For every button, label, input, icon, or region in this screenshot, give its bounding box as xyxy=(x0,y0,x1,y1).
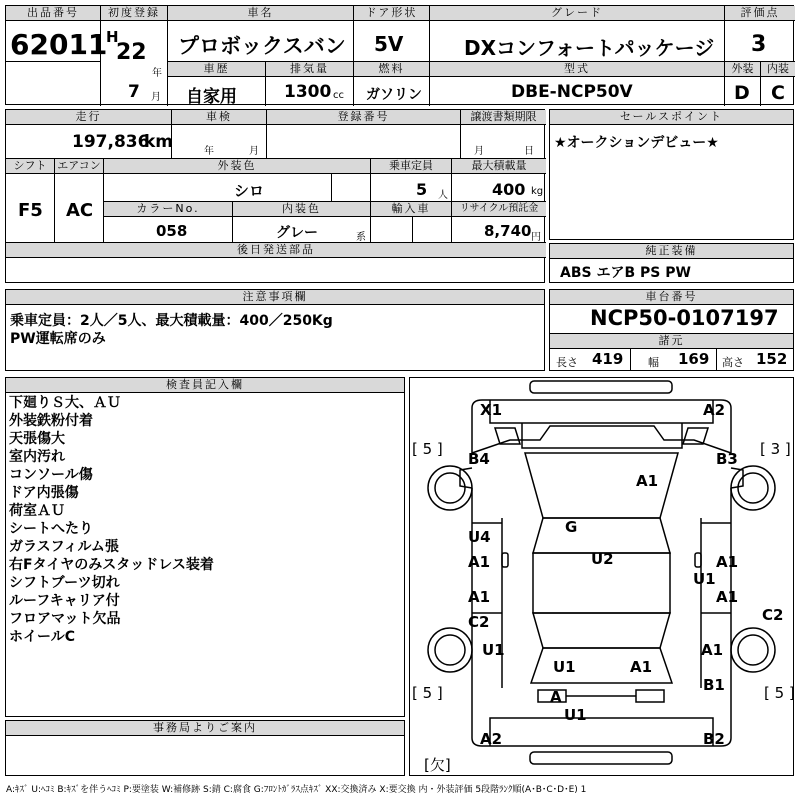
inspector-note: 下廻りＳ大、ＡＵ xyxy=(9,395,121,411)
mark-b2: B2 xyxy=(703,730,725,748)
mark-a1-right3: A1 xyxy=(701,641,724,659)
inspector-note: フロアマット欠品 xyxy=(9,611,121,627)
grade-label: グレード xyxy=(430,6,724,21)
sales-label: セールスポイント xyxy=(550,110,793,125)
model-label: 型式 xyxy=(430,62,724,77)
regno-label: 登録番号 xyxy=(267,110,460,125)
chassis-number: NCP50-0107197 xyxy=(590,306,779,330)
shift-label: シフト xyxy=(6,159,54,174)
notice-label: 注意事項欄 xyxy=(6,290,544,305)
mark-u4: U4 xyxy=(468,528,491,546)
mark-a1-left1: A1 xyxy=(468,553,491,571)
length: 419 xyxy=(592,350,624,368)
notice-line1: 乗車定員：2人／5人、最大積載量：400／250Kg xyxy=(10,313,333,329)
inspector-note: 天張傷大 xyxy=(9,431,65,447)
inspector-box xyxy=(5,377,405,717)
inspector-note: 荷室ＡＵ xyxy=(9,503,65,519)
mileage: 197,836 xyxy=(72,132,150,152)
colorno-label: カラーNo. xyxy=(104,202,232,217)
mark-b3: B3 xyxy=(716,450,738,468)
damage-legend: A:ｷｽﾞ U:ﾍｺﾐ B:ｷｽﾞを伴うﾍｺﾐ P:要塗装 W:補修跡 S:錆 C:腐食 G:ﾌﾛﾝﾄｶﾞﾗｽ点ｷｽﾞ XX:交換済み X:要交換 内・外装評価 5段階ﾗﾝｸ順(A･B･C･D･E) 1 xyxy=(6,785,587,795)
displacement-unit: cc xyxy=(333,90,344,101)
lot-label: 出品番号 xyxy=(6,6,100,21)
color-label: 外装色 xyxy=(104,159,370,174)
mark-b1: B1 xyxy=(703,676,725,694)
dl-month-unit: 月 xyxy=(474,146,484,157)
mark-a2-bottom: A2 xyxy=(480,730,503,748)
mark-u1-rear: U1 xyxy=(564,706,587,724)
inspection-label: 車検 xyxy=(172,110,266,125)
inspector-notes xyxy=(9,394,214,646)
later-parts-label: 後日発送部品 xyxy=(6,243,546,258)
car-outline xyxy=(410,378,793,775)
length-label: 長さ xyxy=(556,356,578,369)
chassis-box xyxy=(549,289,794,371)
recycle-label: リサイクル預託金 xyxy=(452,202,546,217)
recycle-unit: 円 xyxy=(531,232,541,243)
mark-x1: X1 xyxy=(480,401,503,419)
insp-year-unit: 年 xyxy=(204,146,214,157)
width-label: 幅 xyxy=(648,356,659,369)
mark-a1-right1: A1 xyxy=(716,553,739,571)
dl-day-unit: 日 xyxy=(524,146,534,157)
mark-c2-right: C2 xyxy=(762,606,784,624)
inspector-label: 検査員記入欄 xyxy=(6,378,404,393)
office-label: 事務局よりご案内 xyxy=(6,721,404,736)
mark-u1-mid: U1 xyxy=(553,658,576,676)
insp-month-unit: 月 xyxy=(249,146,259,157)
mark-u1-left: U1 xyxy=(482,641,505,659)
ext-score: D xyxy=(734,82,750,104)
inspector-note: ルーフキャリア付 xyxy=(9,593,120,609)
recycle: 8,740 xyxy=(484,222,532,240)
color: シロ xyxy=(234,182,265,200)
intcolor-label: 内装色 xyxy=(233,202,370,217)
inspector-note: シフトブーツ切れ xyxy=(9,575,120,591)
score: 3 xyxy=(751,32,767,57)
capacity: 5 xyxy=(416,180,428,199)
ac: AC xyxy=(66,200,94,221)
load-unit: kg xyxy=(531,186,544,197)
shift: F5 xyxy=(18,200,43,221)
era: H xyxy=(106,28,119,46)
mileage-label: 走行 xyxy=(6,110,171,125)
sales-point-box xyxy=(549,109,794,240)
displacement: 1300 xyxy=(284,82,332,102)
height: 152 xyxy=(756,350,788,368)
tire-rear-right: [ 5 ] xyxy=(764,684,795,702)
score-label: 評価点 xyxy=(725,6,795,21)
mark-u2: U2 xyxy=(591,550,614,568)
damage-diagram xyxy=(409,377,794,776)
inspector-note: ガラスフィルム張 xyxy=(9,539,119,555)
spare-tire: [欠] xyxy=(424,756,451,774)
deadline-label: 譲渡書類期限 xyxy=(461,110,546,125)
mark-a1-hood: A1 xyxy=(636,472,659,490)
mark-a-rear: A xyxy=(550,688,562,706)
header-grid xyxy=(5,5,794,105)
inspector-note: ドア内張傷 xyxy=(9,485,79,501)
inspector-note: コンソール傷 xyxy=(9,467,93,483)
capacity-label: 乗車定員 xyxy=(371,159,451,174)
equipment-label: 純正装備 xyxy=(550,244,793,259)
intcolor: グレー xyxy=(276,225,318,241)
mark-a1-right2: A1 xyxy=(716,588,739,606)
import-label: 輸入車 xyxy=(371,202,451,217)
inspector-note: 室内汚れ xyxy=(9,449,65,465)
firstreg-label: 初度登録 xyxy=(101,6,167,21)
dims-label: 諸元 xyxy=(550,333,793,349)
height-label: 高さ xyxy=(722,356,744,369)
sales-text: ★オークションデビュー★ xyxy=(554,135,719,151)
fuel-label: 燃料 xyxy=(354,62,429,77)
int-label: 内装 xyxy=(761,62,795,77)
lot-number: 62011 xyxy=(10,28,108,61)
equipment-text: ABS エアB PS PW xyxy=(560,265,691,281)
mark-g: G xyxy=(565,518,578,536)
inspector-note: 外装鉄粉付着 xyxy=(9,413,93,429)
load-label: 最大積載量 xyxy=(452,159,546,174)
history: 自家用 xyxy=(186,87,237,107)
width: 169 xyxy=(678,350,710,368)
load: 400 xyxy=(492,180,526,199)
mark-a1-mid: A1 xyxy=(630,658,653,676)
vehicle-detail-grid xyxy=(5,109,545,283)
mark-a1-left2: A1 xyxy=(468,588,491,606)
mark-b4: B4 xyxy=(468,450,490,468)
reg-year-unit: 年 xyxy=(152,68,162,79)
capacity-unit: 人 xyxy=(438,190,448,201)
mark-a2-top: A2 xyxy=(703,401,726,419)
inspector-note: 右Fタイヤのみスタッドレス装着 xyxy=(9,557,214,573)
reg-month-unit: 月 xyxy=(151,92,161,103)
mark-u1-right: U1 xyxy=(693,570,716,588)
notice-line2: PW運転席のみ xyxy=(10,331,106,347)
ext-label: 外装 xyxy=(725,62,760,77)
car-label: 車名 xyxy=(168,6,353,21)
ac-label: エアコン xyxy=(55,159,103,174)
tire-rear-left: [ 5 ] xyxy=(412,684,443,702)
equipment-box xyxy=(549,243,794,283)
chassis-label: 車台番号 xyxy=(550,290,793,305)
tire-front-left: [ 5 ] xyxy=(412,440,443,458)
mileage-unit: km xyxy=(144,132,174,152)
mark-c2-left: C2 xyxy=(468,613,490,631)
reg-month: 7 xyxy=(128,82,140,102)
reg-year: 22 xyxy=(116,40,147,65)
tire-front-right: [ 3 ] xyxy=(760,440,791,458)
inspector-note: ホイールC xyxy=(9,629,75,645)
displacement-label: 排気量 xyxy=(266,62,353,77)
car-name: プロボックスバン xyxy=(178,34,346,58)
grade: DXコンフォートパッケージ xyxy=(464,36,715,60)
notice-box xyxy=(5,289,545,371)
fuel: ガソリン xyxy=(366,87,422,103)
office-box xyxy=(5,720,405,776)
colorno: 058 xyxy=(156,222,188,240)
int-score: C xyxy=(771,82,785,104)
door-label: ドア形状 xyxy=(354,6,429,21)
door-type: 5V xyxy=(374,32,404,56)
intcolor-unit: 系 xyxy=(356,232,366,243)
history-label: 車歴 xyxy=(168,62,265,77)
inspector-note: シートへたり xyxy=(9,521,93,537)
model: DBE-NCP50V xyxy=(511,82,633,102)
